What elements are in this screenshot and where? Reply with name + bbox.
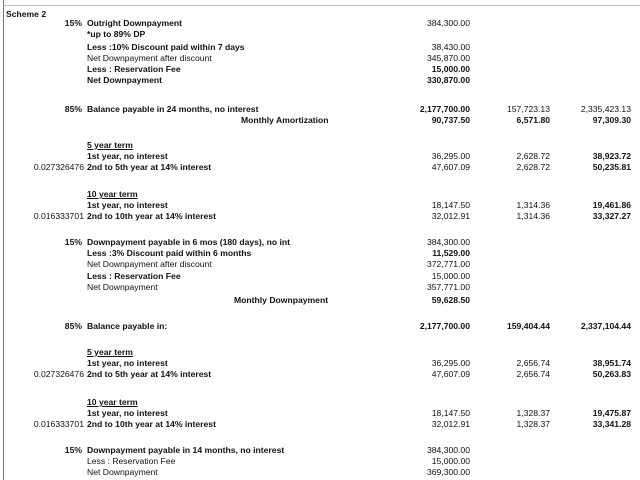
- amount-cell: 59,628.50: [431, 295, 470, 305]
- schedule-row: [0, 140, 640, 151]
- percent-cell: 85%: [64, 321, 82, 331]
- interest-factor-cell: 0.027326476: [33, 369, 84, 379]
- row-label: Monthly Amortization: [241, 115, 329, 125]
- row-label: Balance payable in 24 months, no interest: [87, 104, 259, 114]
- row-label: Less : Reservation Fee: [87, 271, 181, 281]
- interest-cell: 2,628.72: [516, 162, 550, 172]
- schedule-row: [0, 445, 640, 456]
- schedule-row: [0, 53, 640, 64]
- interest-factor-cell: 0.016333701: [33, 211, 84, 221]
- schedule-row: [0, 321, 640, 332]
- schedule-row: [0, 64, 640, 75]
- row-label: 1st year, no interest: [87, 151, 168, 161]
- schedule-row: [0, 347, 640, 358]
- row-label: 1st year, no interest: [87, 200, 168, 210]
- amount-cell: 384,300.00: [426, 18, 470, 28]
- amount-cell: 330,870.00: [426, 75, 470, 85]
- term-heading: 5 year term: [87, 140, 133, 150]
- amount-cell: 32,012.91: [431, 211, 470, 221]
- percent-cell: 15%: [64, 237, 82, 247]
- interest-cell: 2,656.74: [516, 358, 550, 368]
- interest-cell: 1,328.37: [516, 419, 550, 429]
- row-label: Downpayment payable in 6 mos (180 days), no int: [87, 237, 290, 247]
- row-label: 2nd to 10th year at 14% interest: [87, 211, 216, 221]
- amount-cell: 47,607.09: [431, 162, 470, 172]
- percent-cell: 15%: [64, 445, 82, 455]
- row-label: Net Downpayment after discount: [87, 53, 212, 63]
- total-cell: 2,335,423.13: [580, 104, 631, 114]
- schedule-row: [0, 200, 640, 211]
- total-cell: 19,461.86: [592, 200, 631, 210]
- schedule-row: [0, 29, 640, 40]
- percent-cell: 85%: [64, 104, 82, 114]
- amount-cell: 32,012.91: [431, 419, 470, 429]
- row-label: Net Downpayment after discount: [87, 259, 212, 269]
- schedule-row: [0, 162, 640, 173]
- total-cell: 38,923.72: [592, 151, 631, 161]
- schedule-row: [0, 42, 640, 53]
- schedule-row: [0, 295, 640, 306]
- total-cell: 50,235.81: [592, 162, 631, 172]
- amount-cell: 36,295.00: [431, 151, 470, 161]
- row-label: Less : Reservation Fee: [87, 64, 181, 74]
- interest-cell: 1,314.36: [516, 211, 550, 221]
- amount-cell: 345,870.00: [426, 53, 470, 63]
- row-label: 2nd to 5th year at 14% interest: [87, 369, 212, 379]
- row-label: 2nd to 5th year at 14% interest: [87, 162, 212, 172]
- row-label: Monthly Downpayment: [234, 295, 329, 305]
- interest-cell: 157,723.13: [506, 104, 550, 114]
- percent-cell: 15%: [64, 18, 82, 28]
- interest-cell: 159,404.44: [506, 321, 550, 331]
- schedule-row: [0, 369, 640, 380]
- interest-cell: 6,571.80: [516, 115, 550, 125]
- schedule-row: [0, 456, 640, 467]
- schedule-row: [0, 358, 640, 369]
- schedule-row: [0, 237, 640, 248]
- interest-factor-cell: 0.027326476: [33, 162, 84, 172]
- schedule-row: [0, 467, 640, 478]
- total-cell: 33,341.28: [592, 419, 631, 429]
- row-label: Less :3% Discount paid within 6 months: [87, 248, 252, 258]
- schedule-row: [0, 151, 640, 162]
- amount-cell: 15,000.00: [431, 64, 470, 74]
- amount-cell: 90,737.50: [431, 115, 470, 125]
- amount-cell: 384,300.00: [426, 445, 470, 455]
- total-cell: 38,951.74: [592, 358, 631, 368]
- amount-cell: 47,607.09: [431, 369, 470, 379]
- amount-cell: 2,177,700.00: [419, 321, 470, 331]
- amount-cell: 18,147.50: [431, 200, 470, 210]
- row-label: Net Downpayment: [87, 282, 158, 292]
- term-heading: 10 year term: [87, 397, 138, 407]
- amount-cell: 15,000.00: [431, 271, 470, 281]
- term-heading: 5 year term: [87, 347, 133, 357]
- term-heading: 10 year term: [87, 189, 138, 199]
- schedule-row: [0, 271, 640, 282]
- amount-cell: 15,000.00: [431, 456, 470, 466]
- amount-cell: 38,430.00: [431, 42, 470, 52]
- row-label: Balance payable in:: [87, 321, 168, 331]
- schedule-row: [0, 408, 640, 419]
- amount-cell: 369,300.00: [426, 467, 470, 477]
- row-label: Downpayment payable in 14 months, no interest: [87, 445, 285, 455]
- schedule-row: [0, 104, 640, 115]
- interest-cell: 2,628.72: [516, 151, 550, 161]
- row-label: 1st year, no interest: [87, 408, 168, 418]
- row-label: Net Downpayment: [87, 75, 162, 85]
- schedule-row: [0, 189, 640, 200]
- row-label: 1st year, no interest: [87, 358, 168, 368]
- total-cell: 97,309.30: [592, 115, 631, 125]
- amount-cell: 357,771.00: [426, 282, 470, 292]
- row-label: 2nd to 10th year at 14% interest: [87, 419, 216, 429]
- amount-cell: 384,300.00: [426, 237, 470, 247]
- schedule-row: [0, 115, 640, 126]
- scheme-heading: Scheme 2: [6, 9, 47, 19]
- row-label: Less : Reservation Fee: [87, 456, 176, 466]
- amount-cell: 36,295.00: [431, 358, 470, 368]
- schedule-row: [0, 419, 640, 430]
- row-label: Outright Downpayment: [87, 18, 183, 28]
- schedule-row: [0, 18, 640, 29]
- row-label: Less :10% Discount paid within 7 days: [87, 42, 245, 52]
- schedule-row: [0, 248, 640, 259]
- schedule-row: [0, 211, 640, 222]
- amount-cell: 372,771.00: [426, 259, 470, 269]
- schedule-row: [0, 397, 640, 408]
- schedule-row: [0, 282, 640, 293]
- row-label: Net Downpayment: [87, 467, 158, 477]
- total-cell: 50,263.83: [592, 369, 631, 379]
- amount-cell: 18,147.50: [431, 408, 470, 418]
- interest-cell: 1,314.36: [516, 200, 550, 210]
- interest-cell: 1,328.37: [516, 408, 550, 418]
- sheet-border-top: [3, 5, 640, 6]
- row-label: *up to 89% DP: [87, 29, 146, 39]
- schedule-row: [0, 259, 640, 270]
- amount-cell: 11,529.00: [432, 248, 470, 258]
- amount-cell: 2,177,700.00: [419, 104, 470, 114]
- total-cell: 33,327.27: [592, 211, 631, 221]
- total-cell: 2,337,104.44: [580, 321, 631, 331]
- interest-factor-cell: 0.016333701: [33, 419, 84, 429]
- interest-cell: 2,656.74: [516, 369, 550, 379]
- schedule-row: [0, 75, 640, 86]
- total-cell: 19,475.87: [592, 408, 631, 418]
